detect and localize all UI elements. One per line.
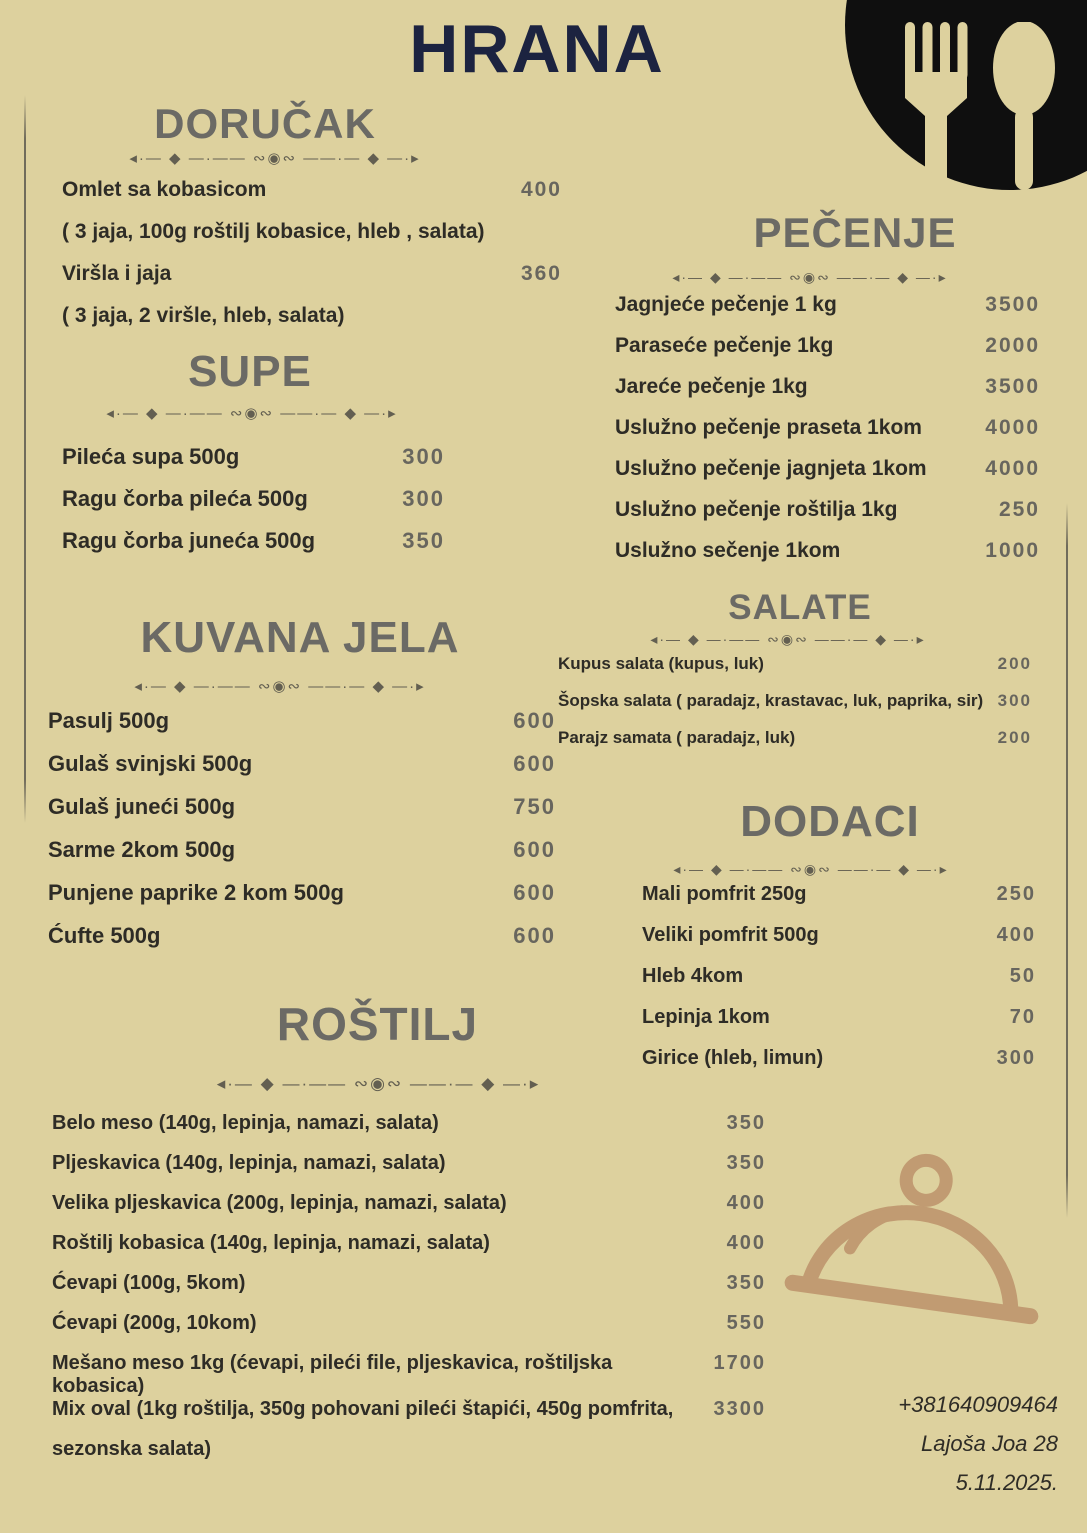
menu-item-row (48, 794, 556, 837)
menu-item-row (558, 728, 1032, 765)
menu-item-price: 300 (996, 1047, 1036, 1069)
menu-item-row (615, 457, 1040, 498)
menu-item-name: Gulaš svinjski 500g (48, 751, 253, 776)
menu-item-row (48, 837, 556, 880)
menu-item-price: 600 (513, 708, 556, 733)
menu-item-price: 600 (513, 751, 556, 776)
contact-block (898, 1385, 1058, 1502)
menu-item-name: Ragu čorba juneća 500g (62, 528, 316, 553)
menu-item-note-row (62, 220, 562, 262)
menu-item-row (52, 1398, 766, 1438)
menu-item-price: 600 (513, 837, 556, 862)
menu-item-price: 300 (402, 444, 445, 469)
fork-spoon-logo (845, 0, 1087, 190)
spoon-icon (993, 22, 1055, 190)
menu-item-name: Ragu čorba pileća 500g (62, 486, 308, 511)
menu-item-name: Uslužno sečenje 1kom (615, 539, 841, 562)
divider-ornament: ◂·— ◆ —·—— ∾◉∾ ——·— ◆ —·▸ (129, 150, 421, 167)
menu-item-row (48, 923, 556, 966)
menu-item-name: Šopska salata ( paradajz, krastavac, luk, paprika, sir) (558, 691, 984, 710)
page-title: HRANA (409, 11, 665, 87)
divider-ornament: ◂·— ◆ —·—— ∾◉∾ ——·— ◆ —·▸ (216, 1074, 541, 1093)
menu-item-name: Veliki pomfrit 500g (642, 924, 819, 946)
menu-item-row (642, 883, 1036, 924)
contact-phone: +381640909464 (898, 1392, 1058, 1417)
menu-item-price: 360 (520, 262, 562, 285)
menu-item-price: 350 (726, 1152, 766, 1174)
menu-item-price: 1700 (713, 1352, 766, 1374)
menu-item-price: 600 (513, 923, 556, 948)
menu-item-price: 550 (726, 1312, 766, 1334)
menu-item-row (642, 965, 1036, 1006)
menu-item-name: Sarme 2kom 500g (48, 837, 236, 862)
menu-item-name: Jareće pečenje 1kg (615, 375, 808, 398)
divider-ornament: ◂·— ◆ —·—— ∾◉∾ ——·— ◆ —·▸ (106, 405, 398, 422)
menu-item-name: Mix oval (1kg roštilja, 350g pohovani pileći štapići, 450g pomfrita, (52, 1398, 674, 1420)
menu-item-price: 1000 (985, 539, 1040, 562)
menu-item-price: 750 (513, 794, 556, 819)
menu-item-row (52, 1232, 766, 1272)
menu-item-price: 400 (996, 924, 1036, 946)
menu-item-name: Ćevapi (200g, 10kom) (52, 1312, 257, 1334)
menu-item-name: Uslužno pečenje jagnjeta 1kom (615, 457, 927, 480)
menu-item-price: 4000 (985, 457, 1040, 480)
menu-item-name: Gulaš juneći 500g (48, 794, 236, 819)
menu-item-name: Ćufte 500g (48, 923, 161, 948)
menu-item-row (48, 708, 556, 751)
menu-item-row (52, 1112, 766, 1152)
menu-item-row (48, 880, 556, 923)
menu-item-price: 4000 (985, 416, 1040, 439)
menu-item-row (615, 498, 1040, 539)
menu-item-price: 400 (726, 1232, 766, 1254)
section-heading-kuvana-jela: KUVANA JELA (140, 613, 460, 662)
menu-item-name: Velika pljeskavica (200g, lepinja, namazi, salata) (52, 1192, 507, 1214)
menu-item-name: Viršla i jaja (62, 262, 172, 285)
menu-item-name: Jagnjeće pečenje 1 kg (615, 293, 837, 316)
menu-item-row (52, 1312, 766, 1352)
menu-item-note: ( 3 jaja, 2 viršle, hleb, salata) (62, 304, 345, 327)
menu-item-row (52, 1272, 766, 1312)
fork-icon (905, 22, 968, 188)
menu-item-name: Parajz samata ( paradajz, luk) (558, 728, 796, 747)
menu-item-price: 200 (997, 654, 1032, 673)
menu-item-name: Uslužno pečenje roštilja 1kg (615, 498, 898, 521)
menu-item-name: Hleb 4kom (642, 965, 744, 987)
contact-date: 5.11.2025. (955, 1470, 1058, 1495)
menu-item-price: 250 (998, 498, 1040, 521)
menu-item-name: Girice (hleb, limun) (642, 1047, 824, 1069)
menu-item-price: 3300 (713, 1398, 766, 1420)
menu-item-price: 300 (997, 691, 1032, 710)
menu-item-row (558, 654, 1032, 691)
menu-item-row (558, 691, 1032, 728)
menu-item-price: 400 (726, 1192, 766, 1214)
menu-item-name: Ćevapi (100g, 5kom) (52, 1272, 246, 1294)
menu-item-name: Belo meso (140g, lepinja, namazi, salata) (52, 1112, 439, 1134)
menu-item-row (62, 486, 445, 528)
menu-item-row (62, 444, 445, 486)
menu-item-name: Kupus salata (kupus, luk) (558, 654, 764, 673)
menu-item-price: 400 (520, 178, 562, 201)
menu-item-price: 350 (726, 1272, 766, 1294)
menu-item-note: ( 3 jaja, 100g roštilj kobasice, hleb , salata) (62, 220, 485, 243)
menu-item-row (52, 1352, 766, 1398)
right-rule (1066, 503, 1068, 1218)
divider-ornament: ◂·— ◆ —·—— ∾◉∾ ——·— ◆ —·▸ (672, 269, 948, 285)
menu-item-row (642, 1047, 1036, 1088)
menu-item-price: 350 (402, 528, 445, 553)
menu-item-row (52, 1152, 766, 1192)
menu-item-row (615, 539, 1040, 580)
divider-ornament: ◂·— ◆ —·—— ∾◉∾ ——·— ◆ —·▸ (673, 861, 949, 877)
section-heading-dorucak: DORUČAK (154, 100, 376, 147)
menu-item-name: Pasulj 500g (48, 708, 170, 733)
menu-item-row (615, 416, 1040, 457)
fork-and-spoon-icon (905, 22, 1057, 194)
menu-item-name: Uslužno pečenje praseta 1kom (615, 416, 922, 439)
menu-item-row (62, 528, 445, 570)
menu-item-name: Omlet sa kobasicom (62, 178, 267, 201)
menu-item-note-row (52, 1438, 766, 1478)
section-heading-supe: SUPE (188, 347, 312, 396)
section-heading-dodaci: DODACI (740, 797, 920, 846)
menu-item-price: 70 (1009, 1006, 1036, 1028)
menu-item-price: 300 (402, 486, 445, 511)
menu-item-price: 350 (726, 1112, 766, 1134)
menu-item-name: Roštilj kobasica (140g, lepinja, namazi, salata) (52, 1232, 490, 1254)
menu-item-name: Mešano meso 1kg (ćevapi, pileći file, pljeskavica, roštiljska kobasica) (52, 1352, 613, 1397)
menu-item-price: 600 (513, 880, 556, 905)
menu-item-row (642, 924, 1036, 965)
left-rule (24, 95, 26, 823)
menu-item-price: 3500 (985, 293, 1040, 316)
menu-item-price: 200 (997, 728, 1032, 747)
section-heading-salate: SALATE (728, 588, 872, 627)
divider-ornament: ◂·— ◆ —·—— ∾◉∾ ——·— ◆ —·▸ (134, 678, 426, 695)
menu-item-price: 3500 (985, 375, 1040, 398)
menu-item-note: sezonska salata) (52, 1438, 211, 1460)
menu-item-row (615, 375, 1040, 416)
menu-item-price: 250 (996, 883, 1036, 905)
menu-item-price: 50 (1009, 965, 1036, 987)
menu-item-price: 2000 (985, 334, 1040, 357)
menu-item-name: Pljeskavica (140g, lepinja, namazi, salata) (52, 1152, 446, 1174)
contact-address: Lajoša Joa 28 (921, 1431, 1058, 1456)
menu-item-row (62, 262, 562, 304)
menu-item-row (62, 178, 562, 220)
menu-item-name: Lepinja 1kom (642, 1006, 770, 1028)
section-heading-pecenje: PEČENJE (753, 209, 957, 256)
menu-item-name: Mali pomfrit 250g (642, 883, 807, 905)
menu-item-note-row (62, 304, 562, 346)
menu-item-row (48, 751, 556, 794)
menu-item-row (615, 334, 1040, 375)
section-heading-rostilj: ROŠTILJ (276, 998, 479, 1050)
menu-item-row (52, 1192, 766, 1232)
menu-item-name: Punjene paprike 2 kom 500g (48, 880, 344, 905)
menu-item-name: Pileća supa 500g (62, 444, 240, 469)
menu-item-name: Paraseće pečenje 1kg (615, 334, 834, 357)
divider-ornament: ◂·— ◆ —·—— ∾◉∾ ——·— ◆ —·▸ (650, 631, 926, 647)
menu-item-row (615, 293, 1040, 334)
cloche-icon (775, 1129, 1062, 1364)
menu-item-row (642, 1006, 1036, 1047)
